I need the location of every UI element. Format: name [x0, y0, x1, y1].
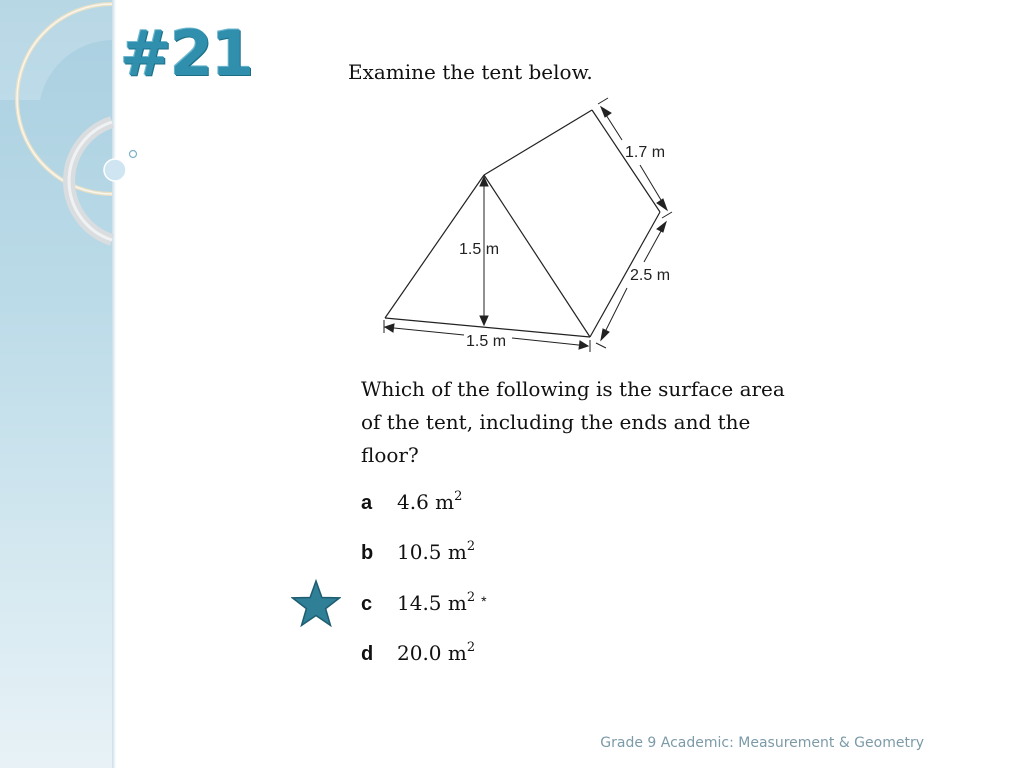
label-tent-base: 1.5 m: [466, 333, 507, 350]
option-letter: d: [361, 643, 374, 665]
option-value: 4.6 m: [397, 490, 455, 514]
footer-text: Grade 9 Academic: Measurement & Geometry: [600, 735, 924, 751]
option-b: [361, 540, 475, 565]
prompt-text: Examine the tent below.: [348, 60, 593, 84]
option-c: [361, 591, 487, 616]
option-exponent: 2: [466, 640, 476, 655]
tent-outline: [385, 110, 660, 337]
option-letter: b: [361, 542, 374, 564]
label-tent-length: 2.5 m: [630, 267, 671, 284]
star-icon: [291, 579, 341, 629]
question-text: Which of the following is the surface area of the tent, including the ends and the floor?: [361, 377, 785, 467]
option-value: 20.0 m: [397, 641, 467, 665]
label-slant-height: 1.7 m: [625, 144, 666, 161]
option-value: 10.5 m: [397, 540, 467, 564]
option-a: [361, 490, 462, 515]
option-exponent: 2: [466, 590, 476, 605]
label-tent-height: 1.5 m: [459, 241, 500, 258]
correct-answer-mark: *: [481, 593, 487, 609]
option-value: 14.5 m: [397, 591, 467, 615]
option-exponent: 2: [466, 539, 476, 554]
option-letter: c: [361, 593, 373, 615]
slide-number: #21: [120, 17, 253, 90]
option-d: [361, 641, 475, 666]
option-exponent: 2: [454, 489, 463, 504]
dimension-lines: [384, 98, 672, 352]
option-letter: a: [361, 492, 373, 514]
